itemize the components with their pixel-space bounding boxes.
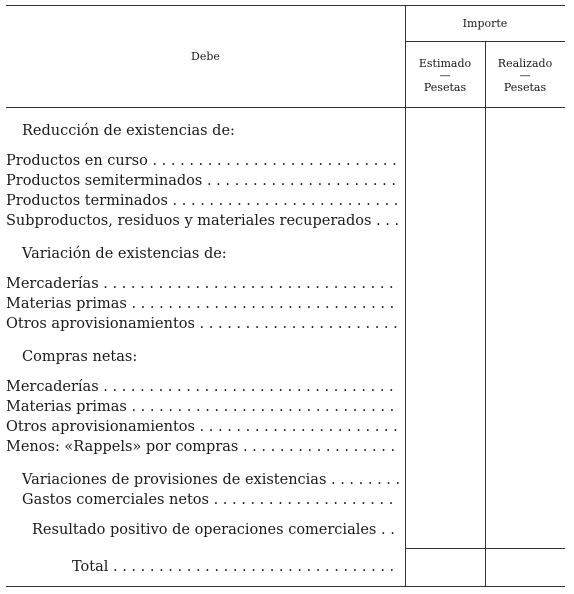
header-estimado-label: Estimado bbox=[418, 57, 472, 70]
row-label: Subproductos, residuos y materiales recuperados bbox=[6, 213, 372, 229]
row-productos-semiterminados bbox=[6, 171, 399, 191]
row-compras-rappels bbox=[6, 437, 399, 457]
row-label: Productos semiterminados bbox=[6, 173, 203, 189]
row-label: Productos en curso bbox=[6, 153, 148, 169]
header-realizado-unit: Pesetas bbox=[503, 81, 547, 94]
section-title-variacion: Variación de existencias de: bbox=[22, 246, 227, 262]
header-estimado bbox=[405, 57, 485, 94]
row-label: Gastos comerciales netos bbox=[22, 492, 209, 508]
row-label: Otros aprovisionamientos bbox=[6, 419, 195, 435]
row-label: Materias primas bbox=[6, 399, 127, 415]
column-divider-estimado bbox=[485, 41, 486, 586]
row-label: Mercaderías bbox=[6, 276, 99, 292]
header-bottom-rule bbox=[6, 107, 565, 108]
row-variacion-materias-primas bbox=[6, 294, 399, 314]
row-productos-en-curso bbox=[6, 151, 399, 171]
header-realizado-label: Realizado bbox=[497, 57, 553, 70]
row-subproductos bbox=[6, 211, 399, 231]
table-top-rule bbox=[6, 5, 565, 6]
row-label: Otros aprovisionamientos bbox=[6, 316, 195, 332]
row-productos-terminados bbox=[6, 191, 399, 211]
row-compras-materias-primas bbox=[6, 397, 399, 417]
row-gastos-comerciales bbox=[22, 490, 399, 510]
row-label: Resultado positivo de operaciones comerciales bbox=[32, 522, 377, 538]
section-title-reduccion: Reducción de existencias de: bbox=[22, 123, 235, 139]
section-title-compras: Compras netas: bbox=[22, 349, 138, 365]
row-variacion-mercaderias bbox=[6, 274, 399, 294]
row-compras-otros bbox=[6, 417, 399, 437]
table-bottom-rule bbox=[6, 586, 565, 587]
header-realizado-dash: — bbox=[519, 69, 531, 82]
header-importe: Importe bbox=[462, 17, 508, 30]
row-total bbox=[72, 557, 399, 577]
row-label: Menos: «Rappels» por compras bbox=[6, 439, 239, 455]
row-label: Productos terminados bbox=[6, 193, 168, 209]
row-label: Variaciones de provisiones de existencias bbox=[22, 472, 327, 488]
row-variaciones-provisiones bbox=[22, 470, 399, 490]
row-resultado-positivo bbox=[32, 520, 399, 540]
row-label: Mercaderías bbox=[6, 379, 99, 395]
header-realizado bbox=[485, 57, 565, 94]
row-variacion-otros bbox=[6, 314, 399, 334]
header-estimado-dash: — bbox=[439, 69, 451, 82]
header-debe: Debe bbox=[191, 50, 220, 63]
total-label: Total bbox=[72, 559, 109, 575]
row-label: Materias primas bbox=[6, 296, 127, 312]
header-estimado-unit: Pesetas bbox=[423, 81, 467, 94]
row-compras-mercaderias bbox=[6, 377, 399, 397]
